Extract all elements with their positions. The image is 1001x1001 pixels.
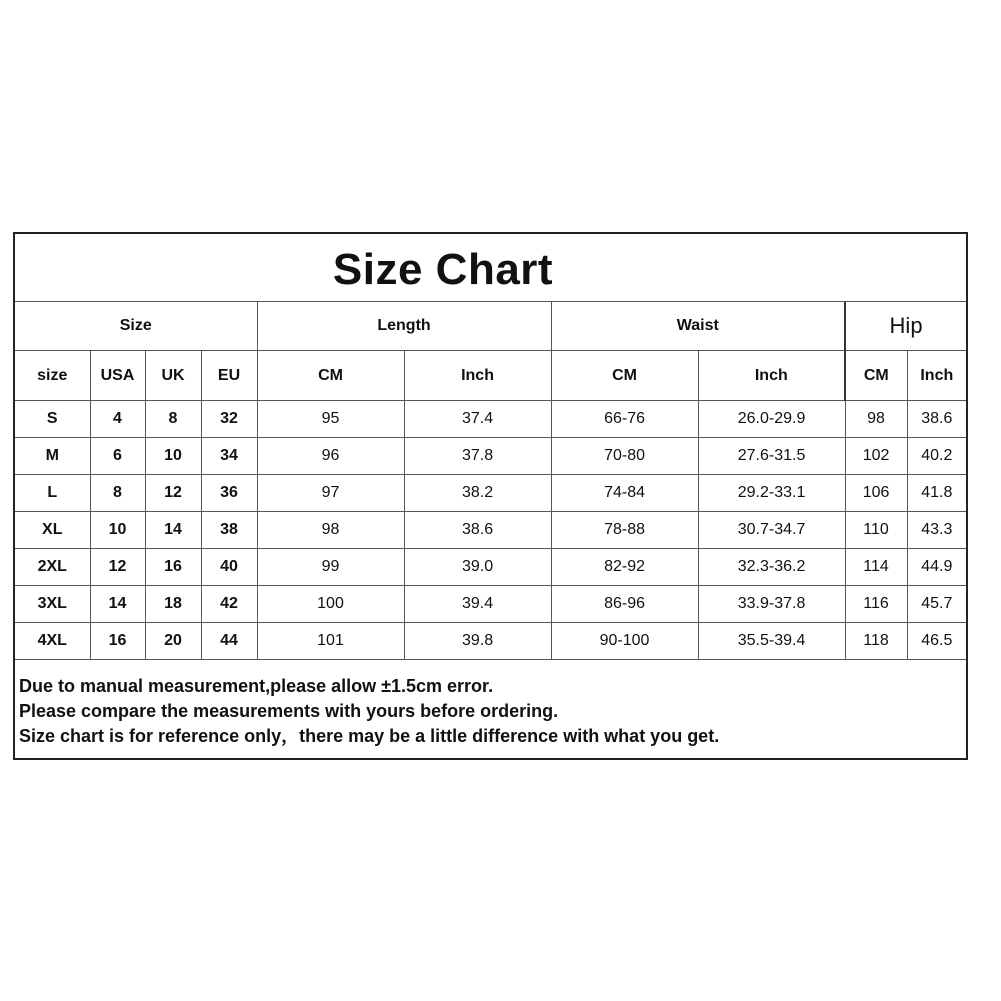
- table-row: [15, 401, 966, 438]
- col-header-hip-cm: CM: [845, 351, 907, 401]
- cell-length-cm: 101: [257, 623, 404, 660]
- cell-hip-cm: 106: [845, 475, 907, 512]
- note-line: Due to manual measurement,please allow ±1.5cm error.: [19, 676, 494, 696]
- cell-eu: 34: [201, 438, 257, 475]
- table-row: [15, 586, 966, 623]
- cell-length-cm: 98: [257, 512, 404, 549]
- col-header-uk: UK: [145, 351, 201, 401]
- col-header-hip-inch: Inch: [907, 351, 966, 401]
- size-rows: [15, 401, 966, 660]
- size-table: [15, 302, 966, 660]
- cell-eu: 36: [201, 475, 257, 512]
- group-header-row: [15, 302, 966, 351]
- cell-hip-cm: 102: [845, 438, 907, 475]
- group-size-header: Size: [15, 302, 257, 351]
- cell-hip-inch: 45.7: [907, 586, 966, 623]
- cell-uk: 12: [145, 475, 201, 512]
- cell-usa: 6: [90, 438, 145, 475]
- cell-waist-cm: 82-92: [551, 549, 698, 586]
- cell-waist-cm: 78-88: [551, 512, 698, 549]
- cell-waist-cm: 90-100: [551, 623, 698, 660]
- cell-length-cm: 95: [257, 401, 404, 438]
- col-header-length-inch: Inch: [404, 351, 551, 401]
- cell-eu: 40: [201, 549, 257, 586]
- cell-size: 3XL: [15, 586, 90, 623]
- column-header-row: [15, 351, 966, 401]
- cell-usa: 12: [90, 549, 145, 586]
- cell-hip-cm: 116: [845, 586, 907, 623]
- cell-hip-cm: 110: [845, 512, 907, 549]
- cell-length-cm: 99: [257, 549, 404, 586]
- cell-usa: 16: [90, 623, 145, 660]
- cell-length-inch: 37.4: [404, 401, 551, 438]
- cell-length-inch: 38.2: [404, 475, 551, 512]
- cell-size: XL: [15, 512, 90, 549]
- cell-length-inch: 38.6: [404, 512, 551, 549]
- cell-size: S: [15, 401, 90, 438]
- col-header-eu: EU: [201, 351, 257, 401]
- col-header-waist-inch: Inch: [698, 351, 845, 401]
- cell-waist-cm: 70-80: [551, 438, 698, 475]
- size-chart: [13, 232, 968, 760]
- col-header-length-cm: CM: [257, 351, 404, 401]
- cell-size: 2XL: [15, 549, 90, 586]
- cell-uk: 8: [145, 401, 201, 438]
- col-header-size: size: [15, 351, 90, 401]
- cell-length-inch: 39.8: [404, 623, 551, 660]
- cell-hip-inch: 44.9: [907, 549, 966, 586]
- table-row: [15, 549, 966, 586]
- cell-length-cm: 96: [257, 438, 404, 475]
- cell-usa: 8: [90, 475, 145, 512]
- group-hip-header: Hip: [845, 302, 966, 351]
- cell-eu: 32: [201, 401, 257, 438]
- cell-eu: 42: [201, 586, 257, 623]
- cell-uk: 10: [145, 438, 201, 475]
- cell-size: 4XL: [15, 623, 90, 660]
- note-line: Please compare the measurements with yours before ordering.: [19, 701, 559, 721]
- cell-hip-inch: 43.3: [907, 512, 966, 549]
- cell-hip-cm: 114: [845, 549, 907, 586]
- cell-waist-cm: 74-84: [551, 475, 698, 512]
- cell-length-inch: 39.0: [404, 549, 551, 586]
- cell-waist-inch: 32.3-36.2: [698, 549, 845, 586]
- cell-hip-cm: 98: [845, 401, 907, 438]
- cell-uk: 18: [145, 586, 201, 623]
- cell-size: M: [15, 438, 90, 475]
- cell-waist-inch: 30.7-34.7: [698, 512, 845, 549]
- notes: [19, 674, 959, 749]
- cell-usa: 4: [90, 401, 145, 438]
- cell-waist-inch: 29.2-33.1: [698, 475, 845, 512]
- cell-length-inch: 39.4: [404, 586, 551, 623]
- cell-waist-inch: 26.0-29.9: [698, 401, 845, 438]
- cell-size: L: [15, 475, 90, 512]
- table-row: [15, 623, 966, 660]
- cell-waist-inch: 27.6-31.5: [698, 438, 845, 475]
- cell-hip-inch: 41.8: [907, 475, 966, 512]
- cell-length-cm: 100: [257, 586, 404, 623]
- cell-eu: 44: [201, 623, 257, 660]
- group-length-header: Length: [257, 302, 551, 351]
- table-row: [15, 475, 966, 512]
- cell-waist-cm: 66-76: [551, 401, 698, 438]
- col-header-waist-cm: CM: [551, 351, 698, 401]
- cell-usa: 14: [90, 586, 145, 623]
- col-header-usa: USA: [90, 351, 145, 401]
- cell-uk: 16: [145, 549, 201, 586]
- cell-usa: 10: [90, 512, 145, 549]
- cell-hip-inch: 38.6: [907, 401, 966, 438]
- cell-hip-cm: 118: [845, 623, 907, 660]
- cell-hip-inch: 40.2: [907, 438, 966, 475]
- cell-uk: 14: [145, 512, 201, 549]
- cell-hip-inch: 46.5: [907, 623, 966, 660]
- cell-length-cm: 97: [257, 475, 404, 512]
- cell-waist-inch: 33.9-37.8: [698, 586, 845, 623]
- group-waist-header: Waist: [551, 302, 845, 351]
- cell-eu: 38: [201, 512, 257, 549]
- cell-waist-cm: 86-96: [551, 586, 698, 623]
- cell-length-inch: 37.8: [404, 438, 551, 475]
- table-row: [15, 512, 966, 549]
- chart-title: Size Chart: [15, 234, 966, 302]
- note-line: Size chart is for reference only，there may be a little difference with what you get.: [19, 726, 720, 746]
- cell-waist-inch: 35.5-39.4: [698, 623, 845, 660]
- table-row: [15, 438, 966, 475]
- cell-uk: 20: [145, 623, 201, 660]
